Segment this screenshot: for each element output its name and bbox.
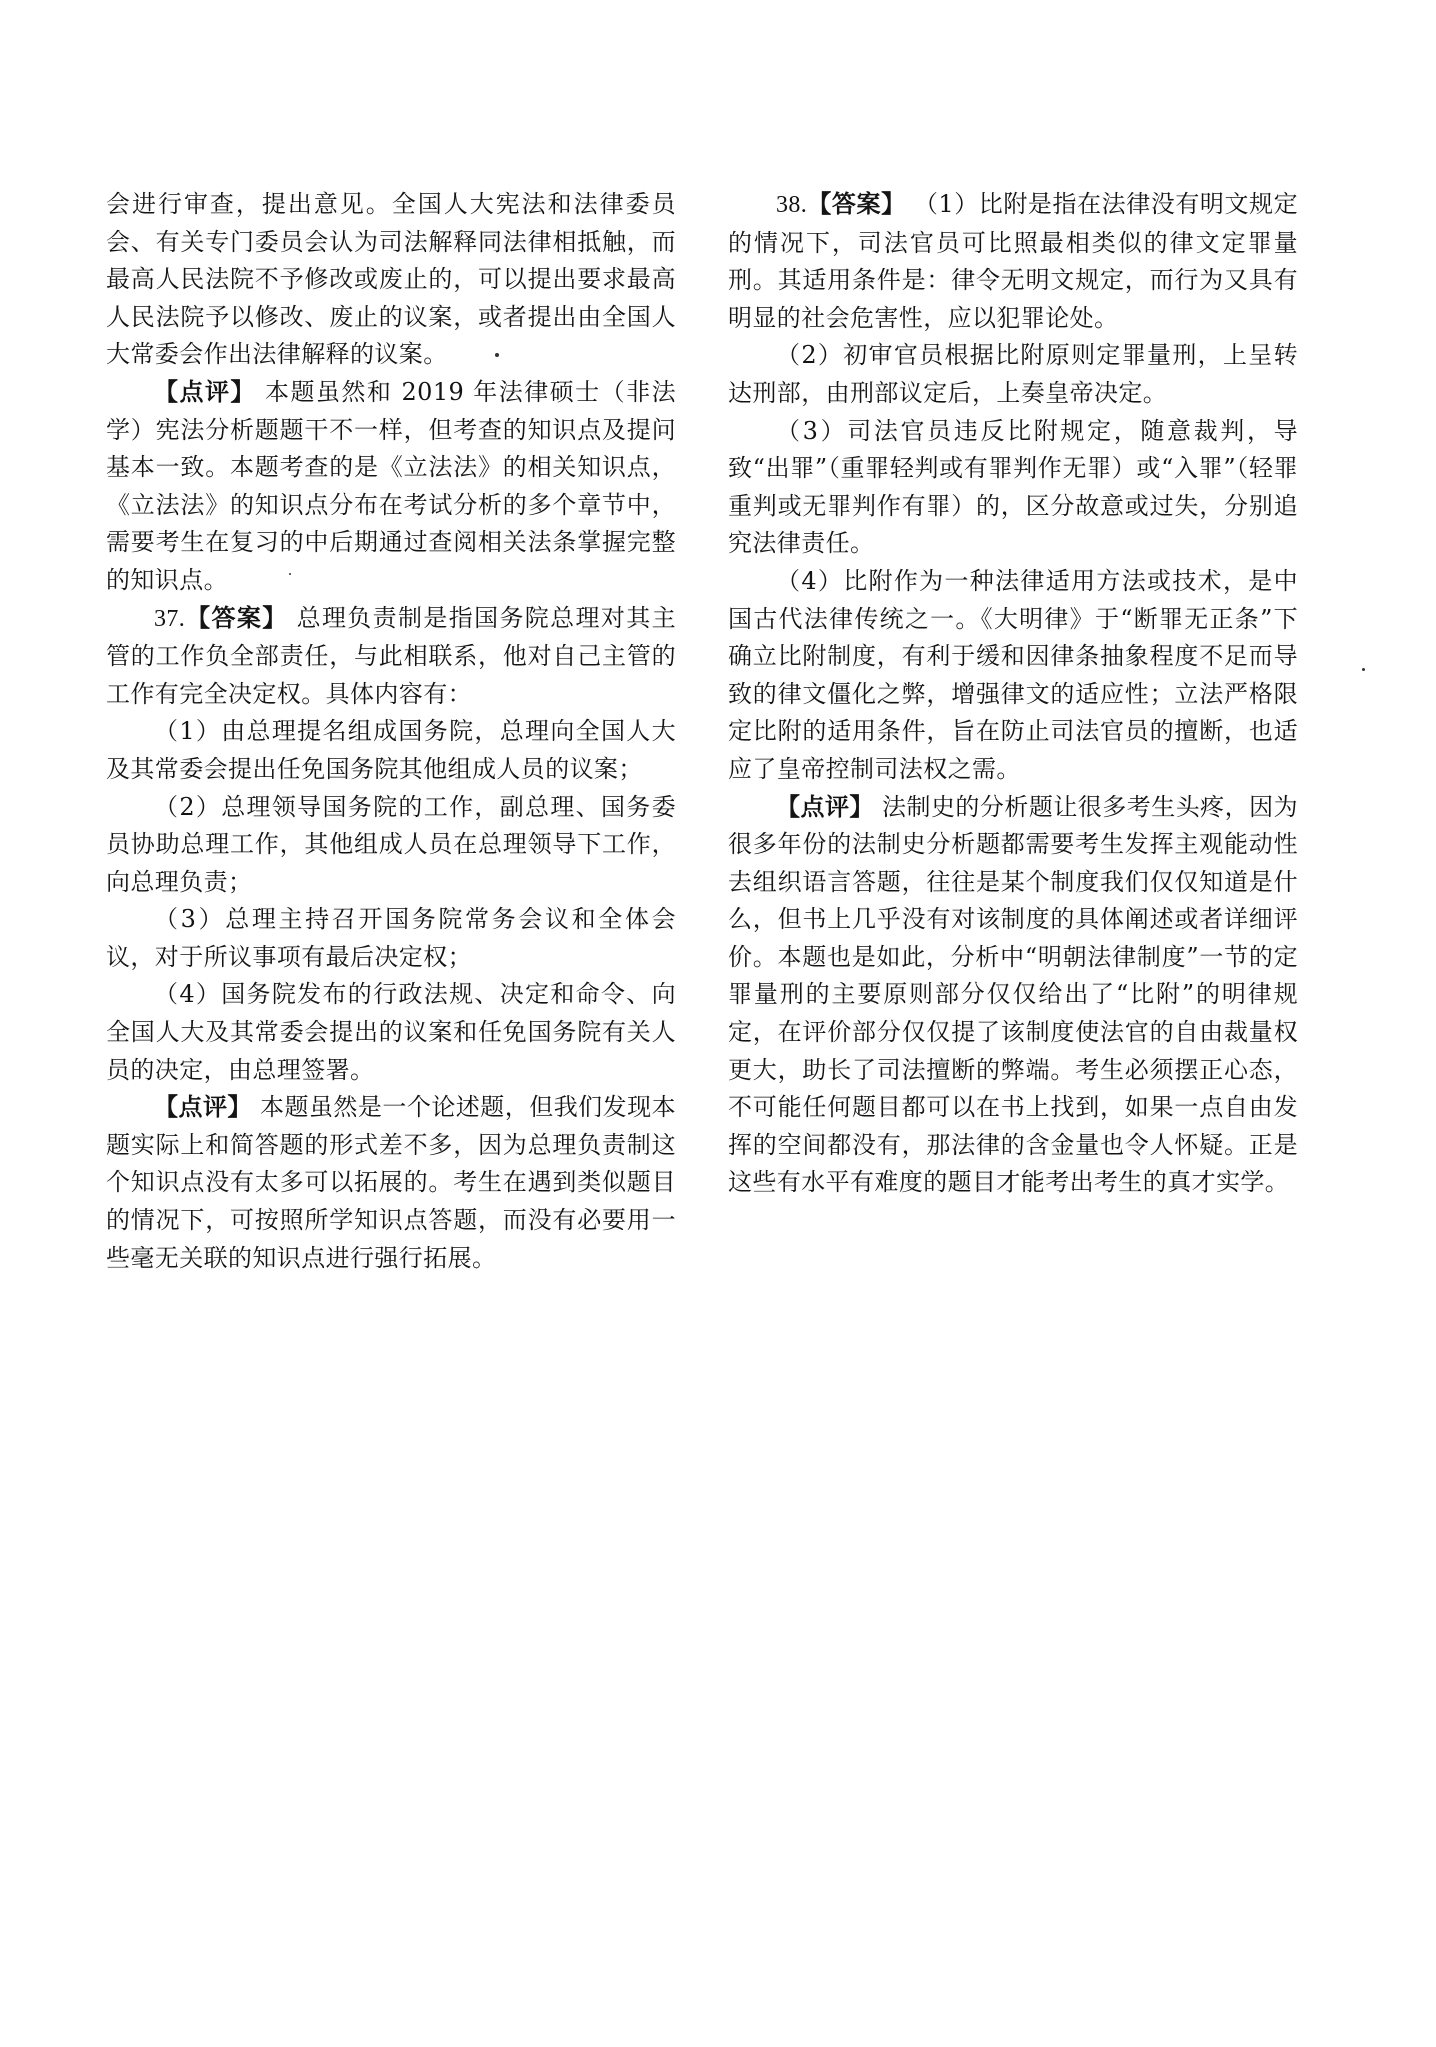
comment-text: 法制史的分析题让很多考生头疼，因为很多年份的法制史分析题都需要考生发挥主观能动性去组织语言答题，往往是某个制度我们仅仅知道是什么，但书上几乎没有对该制度的具体阐述或者详细评价。本题也是如此，分析中“明朝法律制度”一节的定罪量刑的主要原则部分仅仅给出了“比附”的明律规定，在评价部分仅仅提了该制度使法官的自由裁量权更大，助长了司法擅断的弊端。考生必须摆正心态，不可能任何题目都可以在书上找到，如果一点自由发挥的空间都没有，那法律的含金量也令人怀疑。正是这些有水平有难度的题目才能考出考生的真才实学。 [728,792,1298,1197]
left-column [106,186,676,1277]
comment-tag: 【点评】 [154,1093,252,1122]
list-item: （4）国务院发布的行政法规、决定和命令、向全国人大及其常委会提出的议案和任免国务院有关人员的决定，由总理签署。 [106,980,676,1084]
scan-speck [1362,668,1365,671]
list-item: （1）由总理提名组成国务院，总理向全国人大及其常委会提出任免国务院其他组成人员的议案； [106,717,676,783]
comment-text: 本题虽然和 2019 年法律硕士（非法学）宪法分析题题干不一样，但考查的知识点及提问基本一致。本题考查的是《立法法》的相关知识点，《立法法》的知识点分布在考试分析的多个章节中，需要考生在复习的中后期通过查阅相关法条掌握完整的知识点。 [106,377,676,594]
comment-tag: 【点评】 [154,377,256,406]
comment-paragraph-37 [106,1089,676,1277]
list-item: （4）比附作为一种法律适用方法或技术，是中国古代法律传统之一。《大明律》于“断罪无正条”下确立比附制度，有利于缓和因律条抽象程度不足而导致的律文僵化之弊，增强律文的适应性；立法严格限定比附的适用条件，旨在防止司法官员的擅断，也适应了皇帝控制司法权之需。 [728,566,1298,783]
comment-text: 本题虽然是一个论述题，但我们发现本题实际上和简答题的形式差不多，因为总理负责制这个知识点没有太多可以拓展的。考生在遇到类似题目的情况下，可按照所学知识点答题，而没有必要用一些毫无关联的知识点进行强行拓展。 [106,1093,676,1272]
question-number: 38. [776,192,808,218]
comment-paragraph-36 [106,374,676,600]
answer-tag: 【答案】 [185,603,288,632]
answer-text: （1）比附是指在法律没有明文规定的情况下，司法官员可比照最相类似的律文定罪量刑。其适用条件是：律令无明文规定，而行为又具有明显的社会危害性，应以犯罪论处。 [728,190,1298,332]
right-column [728,186,1298,1202]
list-item: （3）司法官员违反比附规定，随意裁判，导致“出罪”（重罪轻判或有罪判作无罪）或“入罪”（轻罪重判或无罪判作有罪）的，区分故意或过失，分别追究法律责任。 [728,416,1298,558]
comment-paragraph-38 [728,789,1298,1203]
list-item: （3）总理主持召开国务院常务会议和全体会议，对于所议事项有最后决定权； [106,905,676,971]
answer-tag: 【答案】 [807,190,906,218]
list-item: （2）总理领导国务院的工作，副总理、国务委员协助总理工作，其他组成人员在总理领导下工作，向总理负责； [106,792,676,896]
answer-paragraph-37 [106,600,676,714]
comment-tag: 【点评】 [776,792,874,821]
list-item: （2）初审官员根据比附原则定罪量刑，上呈转达刑部，由刑部议定后，上奏皇帝决定。 [728,341,1298,407]
question-number: 37. [154,605,186,632]
scan-speck [495,353,499,357]
scan-speck [289,573,291,575]
paragraph-continuation: 会进行审查，提出意见。全国人大宪法和法律委员会、有关专门委员会认为司法解释同法律相抵触，而最高人民法院不予修改或废止的，可以提出要求最高人民法院予以修改、废止的议案，或者提出由全国人大常委会作出法律解释的议案。 [106,190,676,369]
answer-text: 总理负责制是指国务院总理对其主管的工作负全部责任，与此相联系，他对自己主管的工作有完全决定权。具体内容有： [106,603,676,708]
answer-paragraph-38 [728,186,1298,337]
